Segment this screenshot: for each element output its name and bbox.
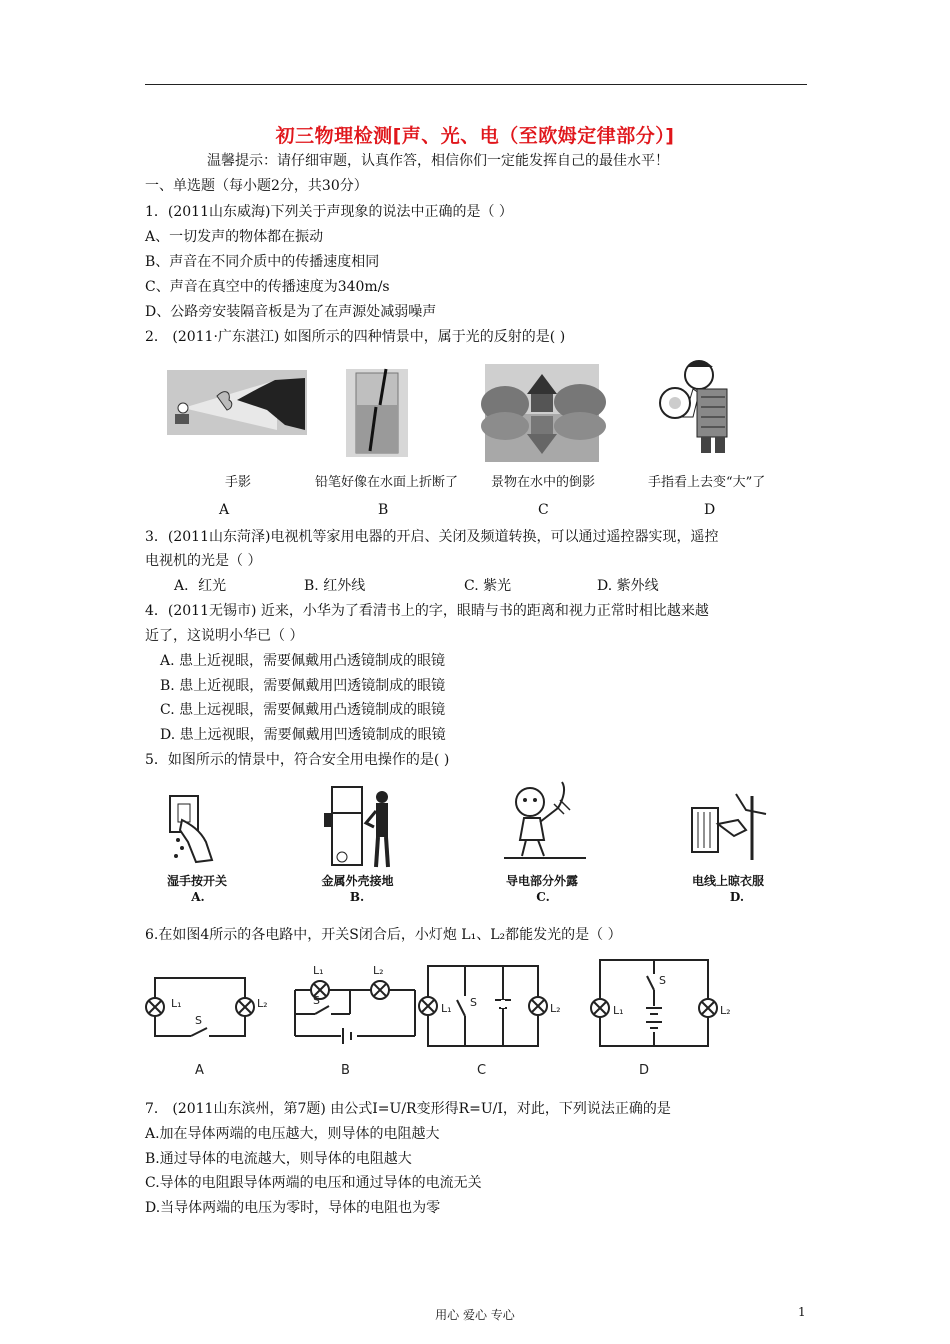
- q5-stem: 5．如图所示的情景中，符合安全用电操作的是( ): [145, 752, 450, 768]
- q5-letter-a: A.: [191, 890, 205, 904]
- circuit-d-l2-label: L₂: [720, 1004, 731, 1017]
- circuit-c-s-label: S: [470, 996, 477, 1009]
- q6-circuit-diagrams: [145, 950, 731, 1078]
- q5-letter-b: B.: [349, 890, 365, 904]
- q1-option-d: D、公路旁安装隔音板是为了在声源处减弱噪声: [145, 304, 437, 320]
- q6-stem: 6.在如图4所示的各电路中，开关S闭合后，小灯炮 L₁、L₂都能发光的是（ ）: [145, 927, 622, 943]
- q3-stem-line2: 电视机的光是（ ）: [145, 553, 262, 569]
- q2-stem: 2． (2011·广东湛江) 如图所示的四种情景中，属于光的反射的是( ): [145, 329, 566, 345]
- page-title: 初三物理检测[声、光、电（至欧姆定律部分）]: [275, 125, 675, 147]
- exposed-wire-picture: [504, 778, 586, 862]
- q3-option-c: C. 紫光: [464, 578, 512, 594]
- circuit-a-l1-label: L₁: [171, 997, 182, 1010]
- q5-caption-a: 湿手按开关: [166, 874, 227, 888]
- tip-text: 温馨提示：请仔细审题，认真作答，相信你们一定能发挥自己的最佳水平！: [207, 153, 669, 169]
- grounded-appliance-picture: [318, 783, 400, 873]
- q3-option-b: B. 红外线: [304, 578, 366, 594]
- header-rule: [145, 84, 807, 85]
- q7-option-a: A.加在导体两端的电压越大，则导体的电阻越大: [145, 1126, 440, 1142]
- circuit-b-s-label: S: [313, 994, 320, 1007]
- clothes-on-wire-picture: [686, 790, 766, 866]
- q2-letter-b: B: [378, 502, 389, 518]
- footer-motto: 用心 爱心 专心: [435, 1308, 515, 1322]
- page-number: 1: [798, 1305, 806, 1319]
- q5-caption-c: 导电部分外露: [505, 874, 578, 888]
- section-heading: 一、单选题（每小题2分，共30分）: [145, 178, 368, 194]
- circuit-d-l1-label: L₁: [613, 1004, 624, 1017]
- q2-letter-a: A: [219, 502, 230, 518]
- q2-caption-c: 景物在水中的倒影: [491, 475, 596, 490]
- circuit-b-l1-label: L₁: [313, 964, 324, 977]
- q3-stem-line1: 3．(2011山东菏泽)电视机等家用电器的开启、关闭及频道转换，可以通过遥控器实现，遥控: [145, 529, 719, 545]
- q5-letter-d: D.: [729, 890, 745, 904]
- circuit-d-s-label: S: [659, 974, 666, 987]
- circuit-c-l2-label: L₂: [550, 1002, 561, 1015]
- q4-stem-line1: 4．(2011无锡市) 近来，小华为了看清书上的字，眼睛与书的距离和视力正常时相比越来越: [145, 603, 709, 619]
- q4-option-c: C. 患上远视眼，需要佩戴用凸透镜制成的眼镜: [160, 702, 446, 718]
- pencil-in-water-picture: [346, 369, 408, 457]
- q7-option-b: B.通过导体的电流越大，则导体的电阻越大: [145, 1151, 412, 1167]
- circuit-c-l1-label: L₁: [441, 1002, 452, 1015]
- q1-stem: 1．(2011山东威海)下列关于声现象的说法中正确的是（ ）: [145, 204, 513, 220]
- q4-option-b: B. 患上近视眼，需要佩戴用凹透镜制成的眼镜: [160, 678, 446, 694]
- q1-option-a: A、一切发声的物体都在振动: [145, 229, 324, 245]
- q7-stem: 7． (2011山东滨州，第7题) 由公式I=U/R变形得R=U/I，对此，下列说法正确的是: [145, 1101, 671, 1117]
- circuit-d-letter: D: [639, 1063, 650, 1078]
- q3-option-a: A．红光: [174, 578, 227, 594]
- q2-caption-a: 手影: [225, 475, 252, 490]
- q5-letter-c: C.: [536, 890, 550, 904]
- circuit-b-letter: B: [341, 1063, 350, 1078]
- hand-shadow-picture: [167, 370, 307, 435]
- q2-letter-d: D: [704, 502, 716, 518]
- circuit-b-l2-label: L₂: [373, 964, 384, 977]
- q5-caption-d: 电线上晾衣服: [691, 874, 764, 888]
- circuit-a-s-label: S: [195, 1014, 202, 1027]
- wet-hand-switch-picture: [160, 790, 230, 868]
- q2-letter-c: C: [538, 502, 549, 518]
- circuit-c-letter: C: [477, 1063, 487, 1078]
- q4-option-a: A. 患上近视眼，需要佩戴用凸透镜制成的眼镜: [160, 653, 446, 669]
- q7-option-d: D.当导体两端的电压为零时，导体的电阻也为零: [145, 1200, 441, 1216]
- q3-option-d: D. 紫外线: [597, 578, 659, 594]
- q4-option-d: D. 患上远视眼，需要佩戴用凹透镜制成的眼镜: [160, 727, 446, 743]
- q7-option-c: C.导体的电阻跟导体两端的电压和通过导体的电流无关: [145, 1175, 482, 1191]
- q4-stem-line2: 近了，这说明小华已（ ）: [145, 628, 304, 644]
- q1-option-c: C、声音在真空中的传播速度为340m/s: [145, 279, 390, 295]
- q2-caption-d: 手指看上去变“大”了: [648, 475, 766, 490]
- q1-option-b: B、声音在不同介质中的传播速度相同: [145, 254, 380, 270]
- q2-caption-b: 铅笔好像在水面上折断了: [315, 475, 459, 490]
- reflection-picture: [485, 364, 599, 462]
- magnifier-picture: [653, 357, 749, 455]
- circuit-a-l2-label: L₂: [257, 997, 268, 1010]
- q5-caption-b: 金属外壳接地: [321, 874, 394, 888]
- circuit-a-letter: A: [195, 1063, 204, 1078]
